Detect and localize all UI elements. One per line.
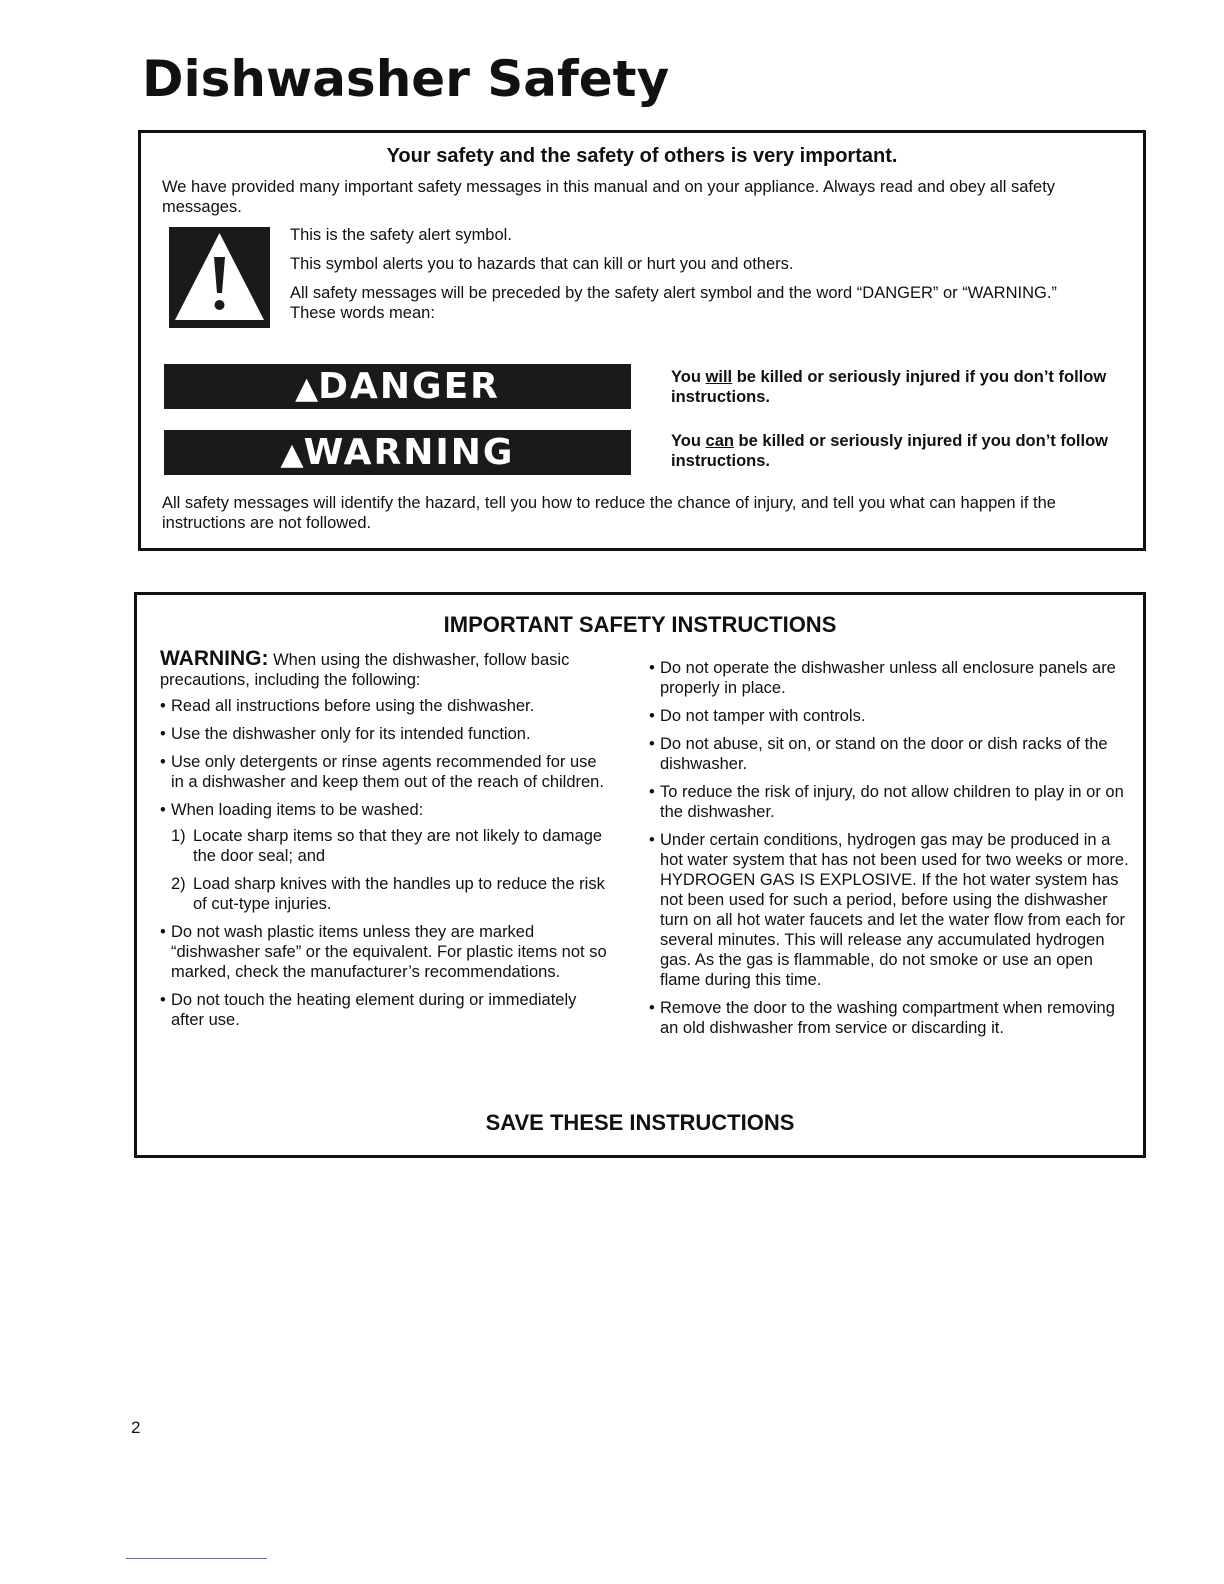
safety-message-box [138, 130, 1146, 551]
right-instruction-list [649, 658, 1129, 1038]
important-instructions-box [134, 592, 1146, 1158]
sub-list-item [171, 826, 610, 866]
sub-number: 1) [171, 827, 186, 845]
sub-text: Locate sharp items so that they are not likely to damage the door seal; and [193, 827, 603, 865]
warning-word: WARNING: [160, 647, 269, 670]
list-item: • Remove the door to the washing compartment when removing an old dishwasher from service or discarding it. [649, 998, 1129, 1038]
safety-alert-icon [169, 227, 270, 328]
list-item: • Do not touch the heating element during or immediately after use. [160, 990, 610, 1030]
danger-text-end: be killed or seriously injured if you don’t follow instructions. [671, 368, 1107, 406]
list-item: • To reduce the risk of injury, do not allow children to play in or on the dishwasher. [649, 782, 1129, 822]
sub-text: Load sharp knives with the handles up to reduce the risk of cut-type injuries. [193, 875, 605, 913]
list-item: • Use the dishwasher only for its intended function. [160, 724, 610, 744]
warning-lead [160, 649, 610, 690]
alert-line: This is the safety alert symbol. [290, 226, 512, 244]
list-item: • Do not tamper with controls. [649, 706, 1129, 726]
page-number: 2 [131, 1418, 141, 1437]
alert-line: All safety messages will be preceded by the safety alert symbol and the word “DANGER” or “WARNING.” These words mean: [290, 284, 1057, 322]
instructions-heading: IMPORTANT SAFETY INSTRUCTIONS [443, 612, 837, 637]
danger-label: DANGER [318, 366, 500, 407]
warning-triangle-icon: ▲ [295, 371, 319, 406]
sub-list-item [171, 874, 610, 914]
alert-line: This symbol alerts you to hazards that can kill or hurt you and others. [290, 255, 794, 273]
instructions-left-column [160, 649, 610, 1038]
safety-heading: Your safety and the safety of others is very important. [386, 145, 898, 167]
warning-text-end: be killed or seriously injured if you don’t follow instructions. [671, 432, 1109, 470]
footer-rule [126, 1558, 267, 1559]
list-item-loading [160, 800, 610, 914]
list-item: • Use only detergents or rinse agents recommended for use in a dishwasher and keep them out of the reach of children. [160, 752, 610, 792]
list-item: • Do not operate the dishwasher unless all enclosure panels are properly in place. [649, 658, 1129, 698]
list-item: • Do not wash plastic items unless they are marked “dishwasher safe” or the equivalent. For plastic items not so marked, check the manufacturer’s recommendations. [160, 922, 610, 982]
warning-definition [671, 431, 1131, 471]
danger-text-start: You [671, 368, 706, 386]
save-instructions-footer: SAVE THESE INSTRUCTIONS [485, 1110, 795, 1135]
loading-sub-list [171, 826, 610, 914]
danger-emphasis: will [705, 368, 733, 386]
list-item: • Do not abuse, sit on, or stand on the door or dish racks of the dishwasher. [649, 734, 1129, 774]
warning-signal-banner [164, 430, 631, 475]
alert-symbol-description [290, 225, 1090, 332]
warning-triangle-icon: ▲ [280, 437, 304, 472]
left-instruction-list [160, 696, 610, 1030]
warning-text-start: You [671, 432, 706, 450]
danger-signal-banner [164, 364, 631, 409]
list-item: • Read all instructions before using the dishwasher. [160, 696, 610, 716]
safety-closing-text: All safety messages will identify the hazard, tell you how to reduce the chance of injury, and tell you what can happen if the instructions are not followed. [162, 494, 1056, 532]
danger-definition [671, 367, 1131, 407]
instructions-right-column [649, 658, 1129, 1046]
sub-number: 2) [171, 875, 186, 893]
warning-label: WARNING [303, 432, 515, 473]
loading-label: When loading items to be washed: [171, 801, 424, 819]
safety-intro: We have provided many important safety messages in this manual and on your appliance. Always read and obey all safety messages. [162, 178, 1056, 216]
page-title: Dishwasher Safety [142, 50, 670, 108]
warning-lead-text: When using the dishwasher, follow basic precautions, including the following: [160, 651, 570, 689]
warning-emphasis: can [705, 432, 734, 450]
list-item: • Under certain conditions, hydrogen gas may be produced in a hot water system that has not been used for two weeks or more. HYDROGEN GAS IS EXPLOSIVE. If the hot water system has not been used for such a period, before using the dishwasher turn on all hot water faucets and let the water flow from each for several minutes. This will release any accumulated hydrogen gas. As the gas is flammable, do not smoke or use an open flame during this time. [649, 830, 1129, 990]
